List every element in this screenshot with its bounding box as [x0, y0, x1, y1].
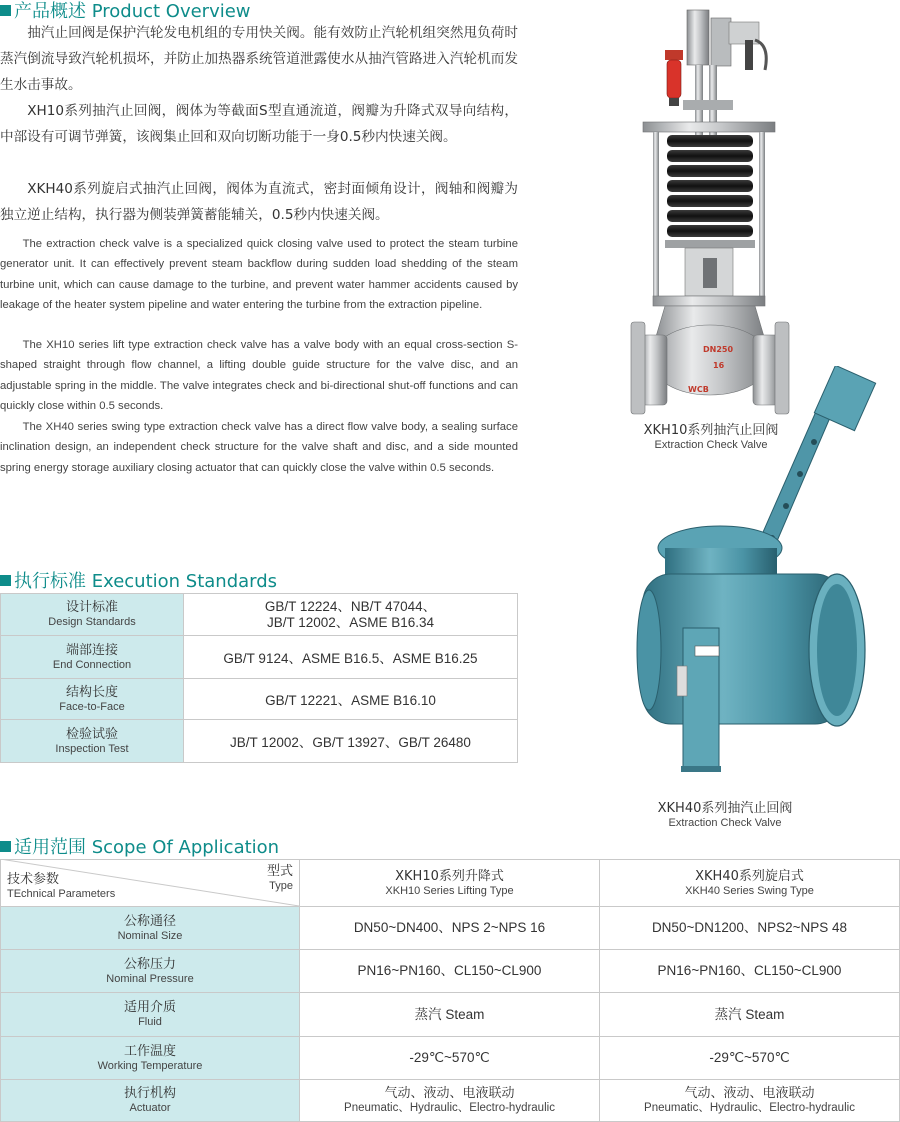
standards-label-cell: 设计标准 Design Standards — [1, 594, 184, 636]
scope-label-cell: 执行机构 Actuator — [1, 1080, 300, 1122]
standards-table — [0, 593, 518, 763]
scope-header-type: 型式 Type — [266, 864, 293, 892]
body-mark-size: DN250 — [703, 345, 734, 354]
standards-row — [1, 594, 518, 636]
section-square-icon — [0, 575, 11, 586]
figure-1-caption-en: Extraction Check Valve — [654, 439, 768, 451]
scope-row — [1, 1080, 900, 1122]
figure-2-caption — [630, 801, 820, 830]
standards-value-cell: GB/T 9124、ASME B16.5、ASME B16.25 — [184, 636, 518, 679]
overview-title: 产品概述 Product Overview — [0, 0, 251, 23]
standards-value-cell: GB/T 12221、ASME B16.10 — [184, 679, 518, 720]
swing-check-valve-illustration — [625, 366, 900, 776]
standards-title: 执行标准 Execution Standards — [0, 567, 277, 593]
body-mark-material: WCB — [688, 385, 709, 394]
section-square-icon — [0, 5, 11, 16]
lift-check-valve-illustration — [625, 0, 800, 418]
section-square-icon — [0, 841, 11, 852]
standards-value-cell: JB/T 12002、GB/T 13927、GB/T 26480 — [184, 720, 518, 763]
scope-value-cell: -29℃~570℃ — [600, 1037, 900, 1080]
overview-en-paragraph-3: The XH40 series swing type extraction check valve has a direct flow valve body, a sealing surface inclination design, an independent check structure for the valve shaft and disc, and a side mounted spring energy storage auxiliary closing actuator that can quickly close the valve within 0.5 seconds. — [0, 421, 518, 474]
overview-en-paragraph-2: The XH10 series lift type extraction check valve has a valve body with an equal cross-section S-shaped straight through flow channel, a lifting double guide structure for the valve disc, and an adjustable spring in the middle. The valve integrates check and bi-directional shut-off functions and can quickly close within 0.5 seconds. — [0, 339, 518, 412]
scope-header-col1: XKH10系列升降式 XKH10 Series Lifting Type — [300, 860, 600, 907]
spring-coils — [667, 135, 753, 237]
scope-value-cell: DN50~DN400、NPS 2~NPS 16 — [300, 907, 600, 950]
scope-value-cell: 气动、液动、电液联动 Pneumatic、Hydraulic、Electro-hydraulic — [300, 1080, 600, 1122]
scope-value-cell: 气动、液动、电液联动 Pneumatic、Hydraulic、Electro-hydraulic — [600, 1080, 900, 1122]
scope-row — [1, 950, 900, 993]
standards-row — [1, 636, 518, 679]
body-mark-pressure: 16 — [713, 361, 725, 370]
scope-row — [1, 907, 900, 950]
standards-label-cell: 检验试验 Inspection Test — [1, 720, 184, 763]
scope-header-col2: XKH40系列旋启式 XKH40 Series Swing Type — [600, 860, 900, 907]
scope-row — [1, 993, 900, 1037]
overview-en-paragraph-1: The extraction check valve is a specialized quick closing valve used to protect the steam turbine generator unit. It can effectively prevent steam backflow during sudden load shedding of the steam turbine unit, which can cause damage to the turbine, and prevent water hammer accidents caused by leakage of the heater system pipeline and water entering the turbine from the extraction pipeline. — [0, 238, 518, 311]
scope-title: 适用范围 Scope Of Application — [0, 833, 279, 859]
scope-value-cell: -29℃~570℃ — [300, 1037, 600, 1080]
scope-value-cell: DN50~DN1200、NPS2~NPS 48 — [600, 907, 900, 950]
scope-header-diagonal-line — [0, 859, 300, 907]
scope-label-cell: 公称压力 Nominal Pressure — [1, 950, 300, 993]
standards-row — [1, 720, 518, 763]
figure-2-caption-en: Extraction Check Valve — [668, 817, 782, 829]
scope-value-cell: 蒸汽 Steam — [300, 993, 600, 1037]
overview-cn-paragraph-3: XKH40系列旋启式抽汽止回阀，阀体为直流式，密封面倾角设计，阀轴和阀瓣为独立逆止结构，执行器为侧装弹簧蓄能辅关，0.5秒内快速关阀。 — [0, 181, 518, 223]
standards-label-cell: 结构长度 Face-to-Face — [1, 679, 184, 720]
overview-cn-paragraph-1: 抽汽止回阀是保护汽轮发电机组的专用快关阀。能有效防止汽轮机组突然甩负荷时蒸汽倒流导致汽轮机损坏，并防止加热器系统管道泄露使水从抽汽管路进入汽轮机而发生水击事故。 — [0, 25, 518, 93]
scope-row — [1, 1037, 900, 1080]
scope-label-cell: 适用介质 Fluid — [1, 993, 300, 1037]
standards-value-cell: GB/T 12224、NB/T 47044、 JB/T 12002、ASME B16.34 — [184, 594, 518, 636]
figure-1-caption-cn: XKH10系列抽汽止回阀 — [643, 423, 779, 438]
scope-header-parameters: 技术参数 TEchnical Parameters — [7, 872, 116, 900]
scope-value-cell: 蒸汽 Steam — [600, 993, 900, 1037]
standards-row — [1, 679, 518, 720]
overview-cn-paragraph-2: XH10系列抽汽止回阀，阀体为等截面S型直通流道，阀瓣为升降式双导向结构，中部设有可调节弹簧，该阀集止回和双向切断功能于一身0.5秒内快速关阀。 — [0, 103, 518, 145]
standards-label-cell: 端部连接 End Connection — [1, 636, 184, 679]
scope-label-cell: 工作温度 Working Temperature — [1, 1037, 300, 1080]
scope-value-cell: PN16~PN160、CL150~CL900 — [600, 950, 900, 993]
scope-label-cell: 公称通径 Nominal Size — [1, 907, 300, 950]
scope-value-cell: PN16~PN160、CL150~CL900 — [300, 950, 600, 993]
figure-2-caption-cn: XKH40系列抽汽止回阀 — [657, 801, 793, 816]
